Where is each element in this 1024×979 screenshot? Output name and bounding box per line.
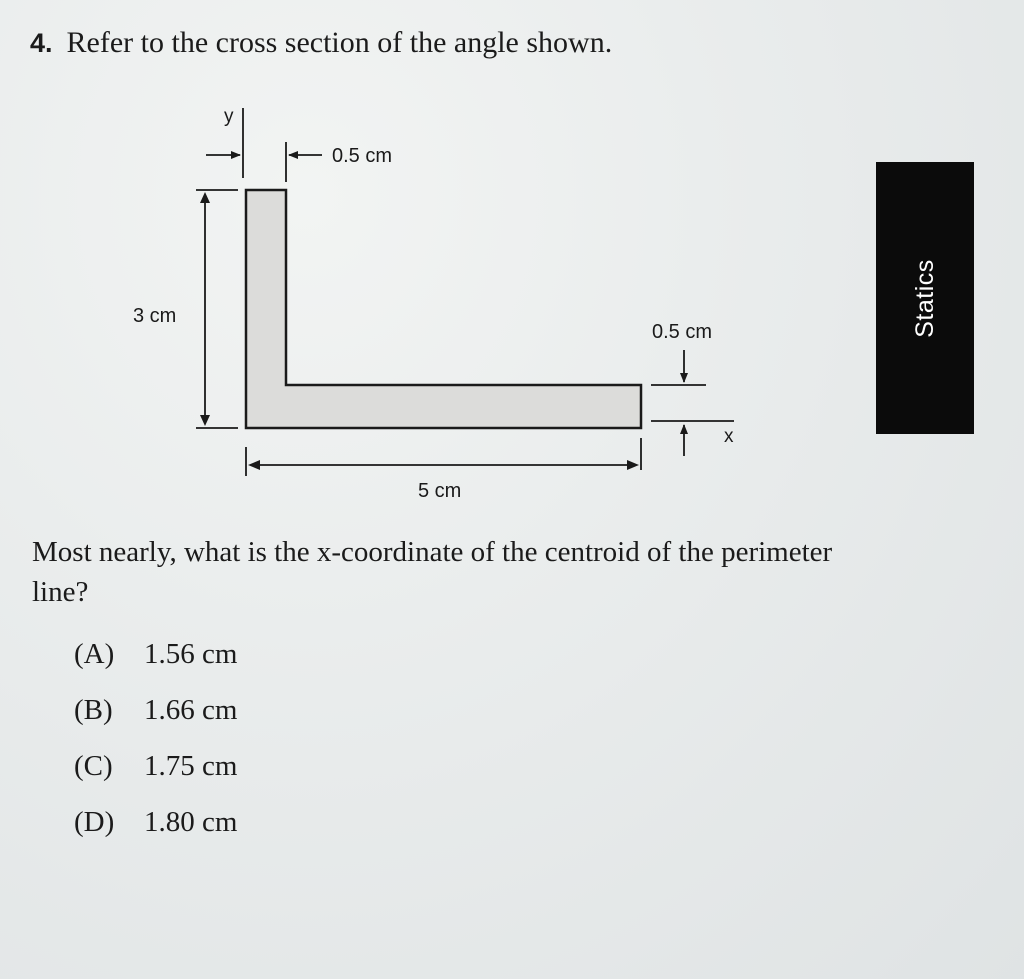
option-letter: (B) [74,694,113,726]
option-letter: (A) [74,638,115,670]
question-number: 4. [30,28,53,58]
width-label: 5 cm [418,480,462,502]
option-d [74,800,237,856]
option-letter: (D) [74,806,115,838]
width-arrow-left [248,460,260,470]
option-b [74,688,237,744]
answer-options [74,632,237,856]
option-value: 1.80 cm [144,806,238,838]
angle-section-shape [246,190,641,428]
width-arrow-right [627,460,639,470]
option-value: 1.56 cm [144,638,238,670]
flange-thickness-label: 0.5 cm [652,321,713,343]
statics-tab-label: Statics [910,258,939,338]
option-a [74,632,237,688]
top-thickness-label: 0.5 cm [332,145,393,167]
option-value: 1.66 cm [144,694,238,726]
option-c [74,744,237,800]
x-axis-label: x [724,426,734,447]
option-letter: (C) [74,750,113,782]
height-label: 3 cm [133,305,177,327]
option-value: 1.75 cm [144,750,238,782]
height-arrow-top [200,192,210,203]
height-arrow-bottom [200,415,210,426]
question-prompt: Refer to the cross section of the angle shown. [66,26,613,59]
question-text: Most nearly, what is the x-coordinate of the centroid of the perimeter line? [32,536,833,608]
statics-tab [876,162,974,434]
y-axis-label: y [224,106,234,127]
